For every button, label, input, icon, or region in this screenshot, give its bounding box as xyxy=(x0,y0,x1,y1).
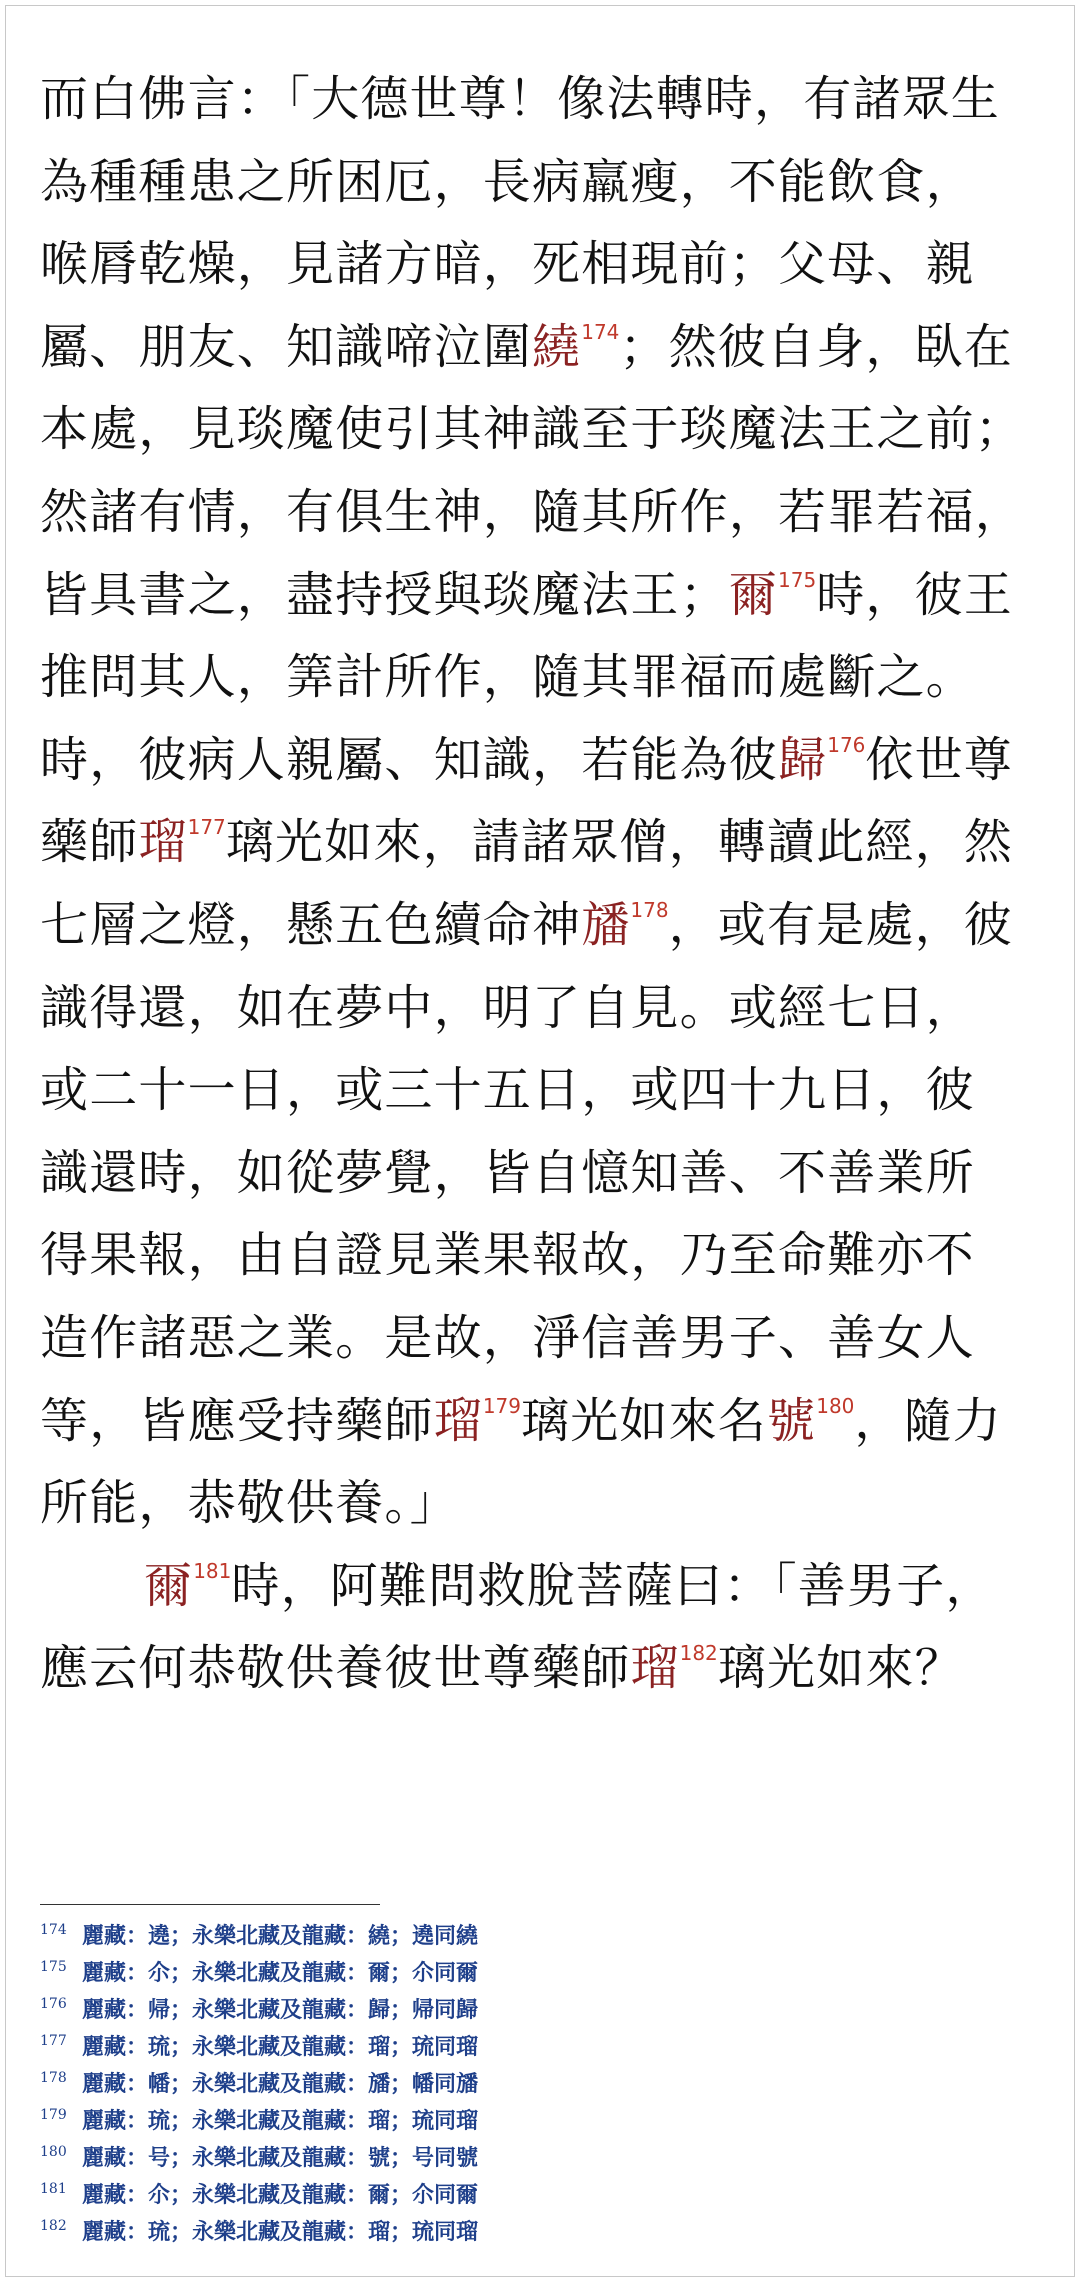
document-page xyxy=(5,5,1075,2277)
line-text: 識還時，如從夢覺，皆自憶知善、不善業所 xyxy=(40,1144,975,1201)
footnote-176: 176 麗藏：帰；永樂北藏及龍藏：歸；帰同歸 xyxy=(40,1996,479,2023)
footnote-text: 麗藏：帰；永樂北藏及龍藏：歸；帰同歸 xyxy=(82,1997,479,2023)
text-line xyxy=(40,1049,1052,1132)
text-line xyxy=(40,801,1052,884)
line-text: 而白佛言：「大德世尊！像法轉時，有諸眾生 xyxy=(40,71,1001,127)
line-text: 所能，恭敬供養。」 xyxy=(40,1475,459,1532)
footnote-ref-175[interactable]: 175 xyxy=(778,567,817,592)
variant-character: 瑠 xyxy=(433,1392,483,1449)
variant-character: 號 xyxy=(767,1392,817,1449)
line-text: 藥師 xyxy=(40,814,139,871)
footnote-ref-174[interactable]: 174 xyxy=(581,319,620,344)
footnote-177: 177 麗藏：琉；永樂北藏及龍藏：瑠；琉同瑠 xyxy=(40,2033,479,2060)
text-line xyxy=(40,884,1052,967)
footnote-ref-177[interactable]: 177 xyxy=(187,815,226,840)
footnote-181: 181 麗藏：尒；永樂北藏及龍藏：爾；尒同爾 xyxy=(40,2181,479,2208)
footnote-178: 178 麗藏：幡；永樂北藏及龍藏：旙；幡同旙 xyxy=(40,2070,479,2097)
line-text: 皆具書之，盡持授與琰魔法王； xyxy=(40,566,729,623)
text-line xyxy=(40,719,1052,802)
text-line xyxy=(40,554,1052,637)
variant-character: 旙 xyxy=(581,896,631,953)
text-line xyxy=(40,1297,1052,1380)
line-text: 識得還，如在夢中，明了自見。或經七日， xyxy=(40,979,975,1036)
line-text: ，或有是處，彼 xyxy=(668,896,1013,953)
footnote-text: 麗藏：琉；永樂北藏及龍藏：瑠；琉同瑠 xyxy=(82,2219,479,2245)
line-text: ，隨力 xyxy=(854,1392,1003,1449)
variant-character: 繞 xyxy=(532,318,582,375)
text-line xyxy=(40,471,1052,554)
text-line xyxy=(40,1627,1052,1710)
variant-character: 爾 xyxy=(144,1557,194,1614)
text-line xyxy=(40,306,1052,389)
footnote-text: 麗藏：尒；永樂北藏及龍藏：爾；尒同爾 xyxy=(82,2182,479,2208)
line-text: 喉脣乾燥，見諸方暗，死相現前；父母、親 xyxy=(40,236,975,293)
line-text: 為種種患之所困厄，長病羸瘦，不能飲食， xyxy=(40,153,975,210)
line-text: 璃光如來名 xyxy=(521,1392,768,1449)
footnote-divider xyxy=(40,1904,380,1905)
footnote-text: 麗藏：遶；永樂北藏及龍藏：繞；遶同繞 xyxy=(82,1923,479,1949)
footnote-ref-180[interactable]: 180 xyxy=(816,1393,855,1418)
text-line xyxy=(40,636,1052,719)
text-line xyxy=(40,58,1052,141)
variant-character: 爾 xyxy=(728,566,779,623)
footnote-182: 182 麗藏：琉；永樂北藏及龍藏：瑠；琉同瑠 xyxy=(40,2218,479,2245)
line-text: 推問其人，筭計所作，隨其罪福而處斷之。 xyxy=(40,649,975,706)
line-text: 本處，見琰魔使引其神識至于琰魔法王之前； xyxy=(40,401,1025,458)
footnote-ref-182[interactable]: 182 xyxy=(679,1641,718,1666)
line-text: 璃光如來，請諸眾僧，轉讀此經，然 xyxy=(225,814,1013,871)
text-line xyxy=(40,223,1052,306)
line-text: 屬、朋友、知識啼泣圍 xyxy=(40,318,533,375)
variant-character: 瑠 xyxy=(630,1640,680,1697)
sutra-text xyxy=(40,58,1052,1710)
line-text: 璃光如來？ xyxy=(717,1640,964,1697)
footnote-ref-178[interactable]: 178 xyxy=(630,897,669,922)
footnote-text: 麗藏：琉；永樂北藏及龍藏：瑠；琉同瑠 xyxy=(82,2108,479,2134)
footnote-text: 麗藏：幡；永樂北藏及龍藏：旙；幡同旙 xyxy=(82,2071,479,2097)
footnote-ref-181[interactable]: 181 xyxy=(193,1558,232,1583)
line-text: 應云何恭敬供養彼世尊藥師 xyxy=(40,1640,631,1697)
footnote-text: 麗藏：号；永樂北藏及龍藏：號；号同號 xyxy=(82,2145,479,2171)
text-line xyxy=(40,141,1052,224)
paragraph-2 xyxy=(40,1545,1052,1710)
text-line xyxy=(40,1132,1052,1215)
line-text: 得果報，由自證見業果報故，乃至命難亦不 xyxy=(40,1227,975,1284)
footnotes-section xyxy=(40,1918,940,2251)
text-line xyxy=(40,967,1052,1050)
line-text: 七層之燈，懸五色續命神 xyxy=(40,896,582,953)
text-line xyxy=(40,388,1052,471)
line-text: 依世尊 xyxy=(865,731,1014,788)
line-text: 時，彼病人親屬、知識，若能為彼 xyxy=(40,731,779,788)
footnote-179: 179 麗藏：琉；永樂北藏及龍藏：瑠；琉同瑠 xyxy=(40,2107,479,2134)
footnote-text: 麗藏：琉；永樂北藏及龍藏：瑠；琉同瑠 xyxy=(82,2034,479,2060)
footnote-ref-176[interactable]: 176 xyxy=(827,732,866,757)
footnote-ref-179[interactable]: 179 xyxy=(482,1393,521,1418)
footnote-174: 174 麗藏：遶；永樂北藏及龍藏：繞；遶同繞 xyxy=(40,1922,479,1949)
text-line xyxy=(40,1545,1052,1628)
line-text: 然諸有情，有俱生神，隨其所作，若罪若福， xyxy=(40,483,1025,540)
text-line xyxy=(40,1462,1052,1545)
variant-character: 瑠 xyxy=(138,814,188,871)
line-text: ；然彼自身，臥在 xyxy=(619,318,1014,375)
line-text: 造作諸惡之業。是故，淨信善男子、善女人 xyxy=(40,1309,975,1366)
footnote-text: 麗藏：尒；永樂北藏及龍藏：爾；尒同爾 xyxy=(82,1960,479,1986)
line-text: 或二十一日，或三十五日，或四十九日，彼 xyxy=(40,1062,975,1119)
text-line xyxy=(40,1214,1052,1297)
footnote-175: 175 麗藏：尒；永樂北藏及龍藏：爾；尒同爾 xyxy=(40,1959,479,1986)
text-line xyxy=(40,1380,1052,1463)
variant-character: 歸 xyxy=(778,731,828,788)
line-text: 等，皆應受持藥師 xyxy=(40,1392,434,1449)
line-text: 時，阿難問救脫菩薩曰：「善男子， xyxy=(231,1557,995,1614)
footnote-180: 180 麗藏：号；永樂北藏及龍藏：號；号同號 xyxy=(40,2144,479,2171)
paragraph-1 xyxy=(40,58,1052,1545)
line-text: 時，彼王 xyxy=(816,566,1014,623)
